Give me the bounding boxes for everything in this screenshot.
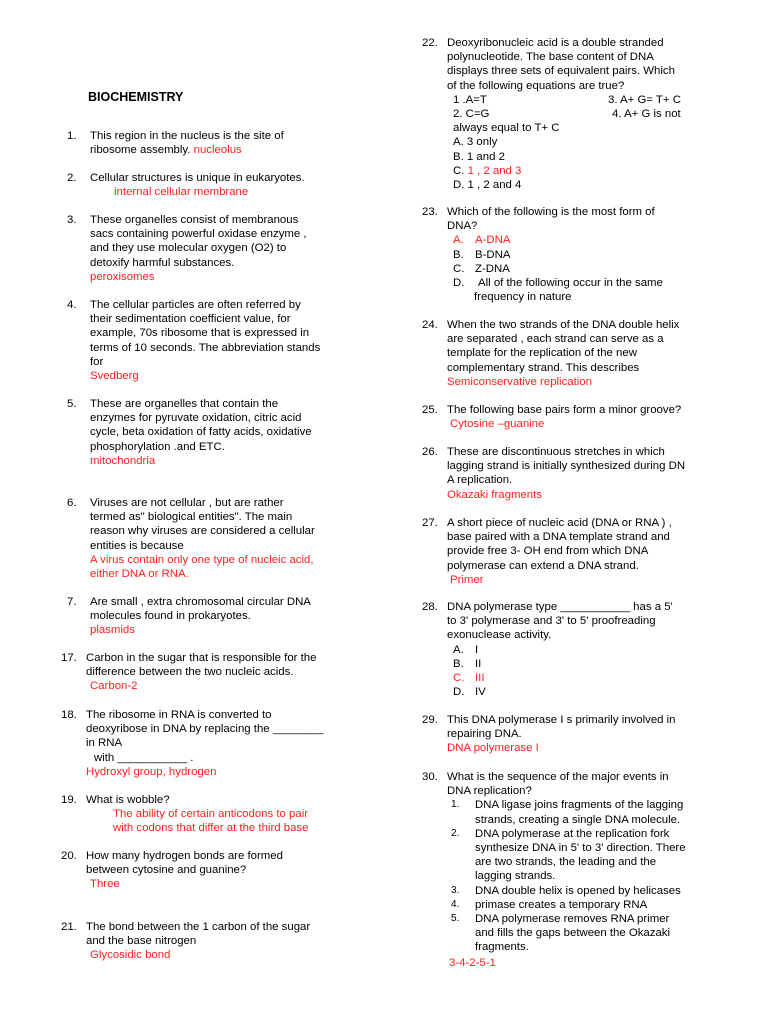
- answer-text: A virus contain only one type of nucleic acid,: [90, 553, 314, 566]
- question-23: [422, 205, 747, 304]
- question-number: 30.: [422, 771, 438, 783]
- question-text: complementary strand. This describes: [447, 361, 640, 374]
- question-text: with ___________ .: [94, 751, 194, 764]
- answer-text: Svedberg: [90, 370, 139, 383]
- answer-text: Primer: [450, 573, 484, 586]
- question-text: reason why viruses are considered a cellular: [90, 525, 315, 538]
- question-text: detoxify harmful substances.: [90, 256, 235, 269]
- question-number: 4.: [67, 299, 77, 311]
- option-letter: C.: [453, 672, 465, 685]
- answer-text: Cytosine –guanine: [450, 418, 545, 431]
- question-text: between cytosine and guanine?: [86, 864, 247, 877]
- step-3: [447, 884, 747, 898]
- question-text: template for the replication of the new: [447, 347, 637, 360]
- question-text: provide free 3- OH end from which DNA: [447, 545, 649, 558]
- question-17: [61, 651, 368, 694]
- option-text: frequency in nature: [474, 291, 572, 304]
- question-19: [61, 793, 368, 836]
- question-text: The cellular particles are often referred by: [90, 299, 301, 311]
- step-number: 1.: [451, 799, 460, 811]
- question-21: [61, 920, 368, 963]
- option-text: III: [475, 672, 485, 685]
- step-text: DNA ligase joins fragments of the lagging: [475, 799, 684, 812]
- option-text: A-DNA: [475, 234, 511, 247]
- question-text: enzymes for pyruvate oxidation, citric acid: [90, 412, 302, 425]
- question-text: ribosome assembly.: [90, 144, 191, 157]
- question-text: A replication.: [447, 474, 513, 487]
- answer-text: either DNA or RNA.: [90, 568, 189, 581]
- option-a: A. 3 only: [453, 136, 498, 149]
- question-number: 20.: [61, 850, 77, 862]
- step-number: 3.: [451, 884, 460, 896]
- equation-row: [447, 107, 747, 121]
- question-text: Which of the following is the most form of: [447, 206, 655, 218]
- question-text: These are organelles that contain the: [90, 398, 279, 410]
- option-text: II: [475, 657, 482, 670]
- question-text: difference between the two nucleic acids.: [86, 666, 294, 679]
- question-26: [422, 445, 747, 502]
- step-text: DNA polymerase removes RNA primer: [475, 913, 670, 926]
- question-text: termed as" biological entities". The main: [90, 511, 293, 524]
- equation: 4. A+ G is not: [612, 108, 681, 120]
- question-6: [67, 496, 368, 581]
- question-text: The following base pairs form a minor groove?: [447, 404, 682, 416]
- question-number: 26.: [422, 446, 438, 458]
- answer-text: Glycosidic bond: [90, 949, 171, 962]
- question-text: How many hydrogen bonds are formed: [86, 850, 283, 862]
- option-letter: A.: [453, 234, 464, 247]
- question-text: repairing DNA.: [447, 728, 522, 741]
- question-20: [61, 849, 368, 892]
- question-number: 6.: [67, 497, 77, 509]
- question-text: of the following equations are true?: [447, 79, 625, 92]
- question-text: exonuclease activity.: [447, 629, 552, 642]
- question-text: The bond between the 1 carbon of the sugar: [86, 921, 311, 933]
- question-text: DNA replication?: [447, 785, 532, 798]
- page-title: BIOCHEMISTRY: [88, 90, 184, 104]
- question-number: 23.: [422, 206, 438, 218]
- option-a: [447, 233, 747, 247]
- question-18: [61, 708, 368, 779]
- step-text: lagging strands.: [475, 870, 556, 883]
- step-2: [447, 827, 747, 884]
- question-24: [422, 318, 747, 389]
- question-text: The ribosome in RNA is converted to: [86, 709, 272, 721]
- question-text: polymerase can extend a DNA strand.: [447, 559, 639, 572]
- step-5: [447, 912, 747, 955]
- question-1: [67, 129, 368, 157]
- answer-text: internal cellular membrane: [114, 186, 249, 199]
- question-3: [67, 213, 368, 284]
- question-number: 28.: [422, 601, 438, 613]
- answer-text: peroxisomes: [90, 270, 155, 283]
- question-number: 29.: [422, 714, 438, 726]
- question-text: What is the sequence of the major events in: [447, 771, 669, 783]
- question-text: polynucleotide. The base content of DNA: [447, 51, 654, 64]
- question-number: 7.: [67, 596, 77, 608]
- step-number: 5.: [451, 913, 460, 925]
- question-text: DNA polymerase type ___________ has a 5': [447, 601, 673, 613]
- question-30: [422, 770, 747, 970]
- step-text: strands, creating a single DNA molecule.: [475, 813, 681, 826]
- option-text: B-DNA: [475, 248, 511, 261]
- question-text: and they use molecular oxygen (O2) to: [90, 242, 287, 255]
- step-1: [447, 798, 747, 826]
- question-text: What is wobble?: [86, 794, 170, 806]
- question-text: deoxyribose in DNA by replacing the ________: [86, 723, 324, 736]
- answer-text: Three: [90, 878, 120, 891]
- question-5: [67, 397, 368, 468]
- option-text: I: [475, 643, 479, 656]
- question-text: cycle, beta oxidation of fatty acids, oxidative: [90, 426, 312, 439]
- question-number: 24.: [422, 319, 438, 331]
- question-text: DNA?: [447, 220, 478, 233]
- answer-text: Hydroxyl group, hydrogen: [86, 765, 217, 778]
- question-text: terms of 10 seconds. The abbreviation stands: [90, 341, 321, 354]
- option-text: IV: [475, 686, 486, 699]
- step-text: synthesize DNA in 5' to 3' direction. There: [475, 842, 686, 855]
- question-text: This DNA polymerase I s primarily involved in: [447, 714, 676, 726]
- answer-text: mitochondria: [90, 454, 156, 467]
- question-text: These are discontinuous stretches in which: [447, 446, 665, 458]
- question-text: Are small , extra chromosomal circular DNA: [90, 596, 311, 608]
- question-number: 5.: [67, 398, 77, 410]
- option-b: [447, 248, 747, 262]
- option-text: All of the following occur in the same: [478, 277, 663, 290]
- question-text: Viruses are not cellular , but are rather: [90, 497, 284, 509]
- option-c: [447, 262, 747, 276]
- question-text: Carbon in the sugar that is responsible for the: [86, 652, 317, 664]
- question-text: lagging strand is initially synthesized during DN: [447, 460, 686, 473]
- step-4: [447, 898, 747, 912]
- option-b: [447, 657, 747, 671]
- option-letter: D.: [453, 277, 465, 290]
- option-d: [447, 276, 747, 290]
- answer-text: Okazaki fragments: [447, 488, 542, 501]
- answer-text: nucleolus: [193, 144, 242, 157]
- step-number: 2.: [451, 827, 460, 839]
- question-text: and the base nitrogen: [86, 935, 197, 948]
- question-27: [422, 516, 747, 587]
- option-text: Z-DNA: [475, 262, 510, 275]
- step-text: and fills the gaps between the Okazaki: [475, 927, 671, 940]
- option-c: [447, 671, 747, 685]
- correct-answer: 1 , 2 and 3: [467, 164, 522, 177]
- step-text: fragments.: [475, 941, 529, 954]
- option-d: [447, 685, 747, 699]
- question-25: [422, 403, 747, 431]
- question-text: phosphorylation .and ETC.: [90, 440, 225, 453]
- question-text: base paired with a DNA template strand and: [447, 531, 670, 544]
- step-text: DNA polymerase at the replication fork: [475, 827, 670, 840]
- option-c: C. 1 , 2 and 3: [453, 164, 522, 177]
- question-2: [67, 171, 368, 199]
- option-d: D. 1 , 2 and 4: [453, 179, 522, 191]
- question-number: 2.: [67, 172, 77, 184]
- question-7: [67, 595, 368, 638]
- question-text: example, 70s ribosome that is expressed in: [90, 327, 310, 340]
- question-29: [422, 713, 747, 756]
- question-number: 21.: [61, 921, 77, 933]
- question-text: A short piece of nucleic acid (DNA or RNA ) ,: [447, 517, 672, 529]
- equation: 2. C=G: [453, 108, 490, 120]
- answer-text: 3-4-2-5-1: [449, 956, 496, 969]
- question-number: 18.: [61, 709, 77, 721]
- question-text: in RNA: [86, 737, 123, 750]
- step-number: 4.: [451, 898, 460, 910]
- answer-text: Carbon-2: [90, 680, 138, 693]
- equation: 3. A+ G= T+ C: [608, 93, 681, 106]
- equation: always equal to T+ C: [453, 122, 560, 135]
- option-letter: D.: [453, 686, 465, 699]
- question-number: 17.: [61, 652, 77, 664]
- step-text: are two strands, the leading and the: [475, 856, 657, 869]
- question-number: 25.: [422, 404, 438, 416]
- option-a: [447, 643, 747, 657]
- question-number: 1.: [67, 130, 77, 142]
- question-text: When the two strands of the DNA double helix: [447, 319, 680, 331]
- answer-text: with codons that differ at the third base: [113, 822, 309, 835]
- question-text: sacs containing powerful oxidase enzyme ,: [90, 228, 307, 241]
- answer-text: The ability of certain anticodons to pair: [113, 808, 309, 821]
- question-text: molecules found in prokaryotes.: [90, 610, 251, 623]
- question-text: displays three sets of equivalent pairs. Which: [447, 65, 675, 78]
- equation-row: [447, 93, 747, 107]
- question-text: Cellular structures is unique in eukaryotes.: [90, 172, 305, 184]
- question-text: These organelles consist of membranous: [90, 214, 299, 226]
- question-text: their sedimentation coefficient value, for: [90, 313, 291, 326]
- question-text: entities is because: [90, 539, 184, 552]
- question-text: Deoxyribonucleic acid is a double stranded: [447, 37, 664, 49]
- question-text: This region in the nucleus is the site of: [90, 130, 284, 142]
- question-text: to 3' polymerase and 3' to 5' proofreading: [447, 615, 656, 628]
- step-text: primase creates a temporary RNA: [475, 898, 648, 911]
- question-text: are separated , each strand can serve as a: [447, 333, 664, 346]
- question-number: 27.: [422, 517, 438, 529]
- answer-text: Semiconservative replication: [447, 375, 592, 388]
- question-number: 19.: [61, 794, 77, 806]
- question-text: for: [90, 355, 104, 368]
- answer-text: DNA polymerase I: [447, 742, 539, 755]
- question-28: [422, 600, 747, 699]
- question-number: 22.: [422, 37, 438, 49]
- step-text: DNA double helix is opened by helicases: [475, 884, 681, 897]
- option-letter: B.: [453, 248, 464, 261]
- equation: 1 .A=T: [453, 93, 487, 106]
- question-22: [422, 36, 747, 192]
- option-letter: B.: [453, 657, 464, 670]
- question-number: 3.: [67, 214, 77, 226]
- option-letter: A.: [453, 643, 464, 656]
- option-letter: C.: [453, 262, 465, 275]
- option-b: B. 1 and 2: [453, 150, 505, 163]
- question-4: [67, 298, 368, 383]
- answer-text: plasmids: [90, 624, 135, 637]
